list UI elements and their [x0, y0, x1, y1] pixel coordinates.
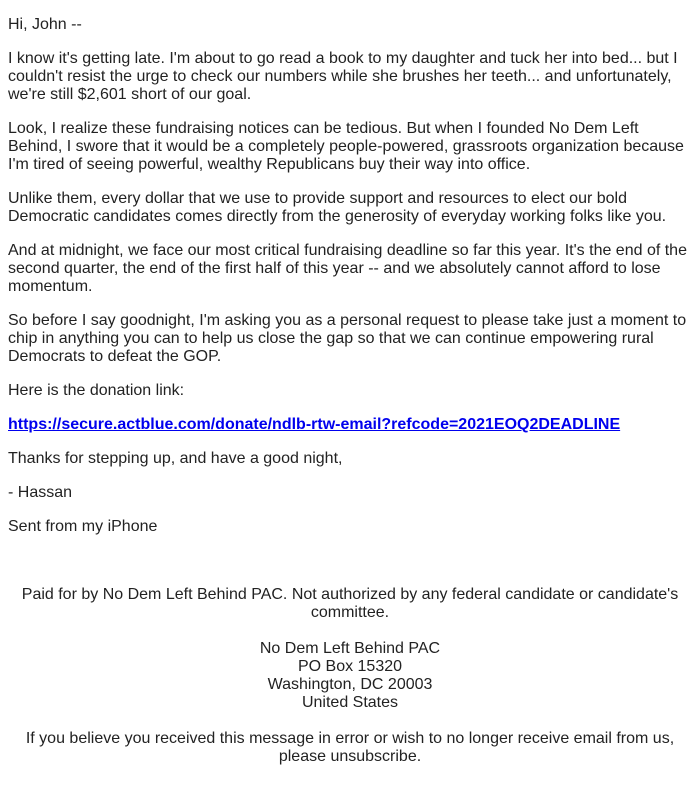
mailing-address [8, 640, 692, 712]
paragraph-2: Look, I realize these fundraising notices can be tedious. But when I founded No Dem Left Behind, I swore that it would be a completely people-powered, grassroots organization because I'm tired of seeing powerful, wealthy Republicans buy their way into office. [8, 120, 684, 173]
unsubscribe-link[interactable]: If you believe you received this message in error or wish to no longer receive email from us, please unsubscribe. [25, 730, 675, 765]
email-footer [8, 586, 692, 784]
unsubscribe-notice [8, 730, 692, 766]
address-org: No Dem Left Behind PAC [259, 640, 441, 657]
greeting: Hi, John -- [8, 16, 82, 33]
address-country: United States [301, 694, 399, 711]
paragraph-4: And at midnight, we face our most critical fundraising deadline so far this year. It's the end of the second quarter, the end of the first half of this year -- and we absolutely cannot afford to lose momentum. [8, 242, 687, 295]
address-po-box: PO Box 15320 [297, 658, 403, 675]
paragraph-3: Unlike them, every dollar that we use to provide support and resources to elect our bold Democratic candidates comes directly from the generosity of everyday working folks like you. [8, 190, 667, 225]
signature: - Hassan [8, 484, 73, 501]
closing: Thanks for stepping up, and have a good night, [8, 450, 343, 467]
paragraph-5: So before I say goodnight, I'm asking you as a personal request to please take just a moment to chip in anything you can to help us close the gap so that we can continue empowering rural Democrats to defeat the GOP. [8, 312, 687, 365]
address-city: Washington, DC 20003 [267, 676, 433, 693]
sent-from: Sent from my iPhone [8, 518, 158, 535]
donation-link[interactable]: https://secure.actblue.com/donate/ndlb-rtw-email?refcode=2021EOQ2DEADLINE [8, 416, 621, 433]
email-body [8, 16, 692, 552]
donation-link-paragraph [8, 416, 692, 434]
disclaimer: Paid for by No Dem Left Behind PAC. Not authorized by any federal candidate or candidate's committee. [21, 586, 679, 621]
link-intro: Here is the donation link: [8, 382, 185, 399]
paragraph-1: I know it's getting late. I'm about to go read a book to my daughter and tuck her into bed... but I couldn't resist the urge to check our numbers while she brushes her teeth... and unfortunately, we're still $2,601 short of our goal. [8, 50, 678, 103]
